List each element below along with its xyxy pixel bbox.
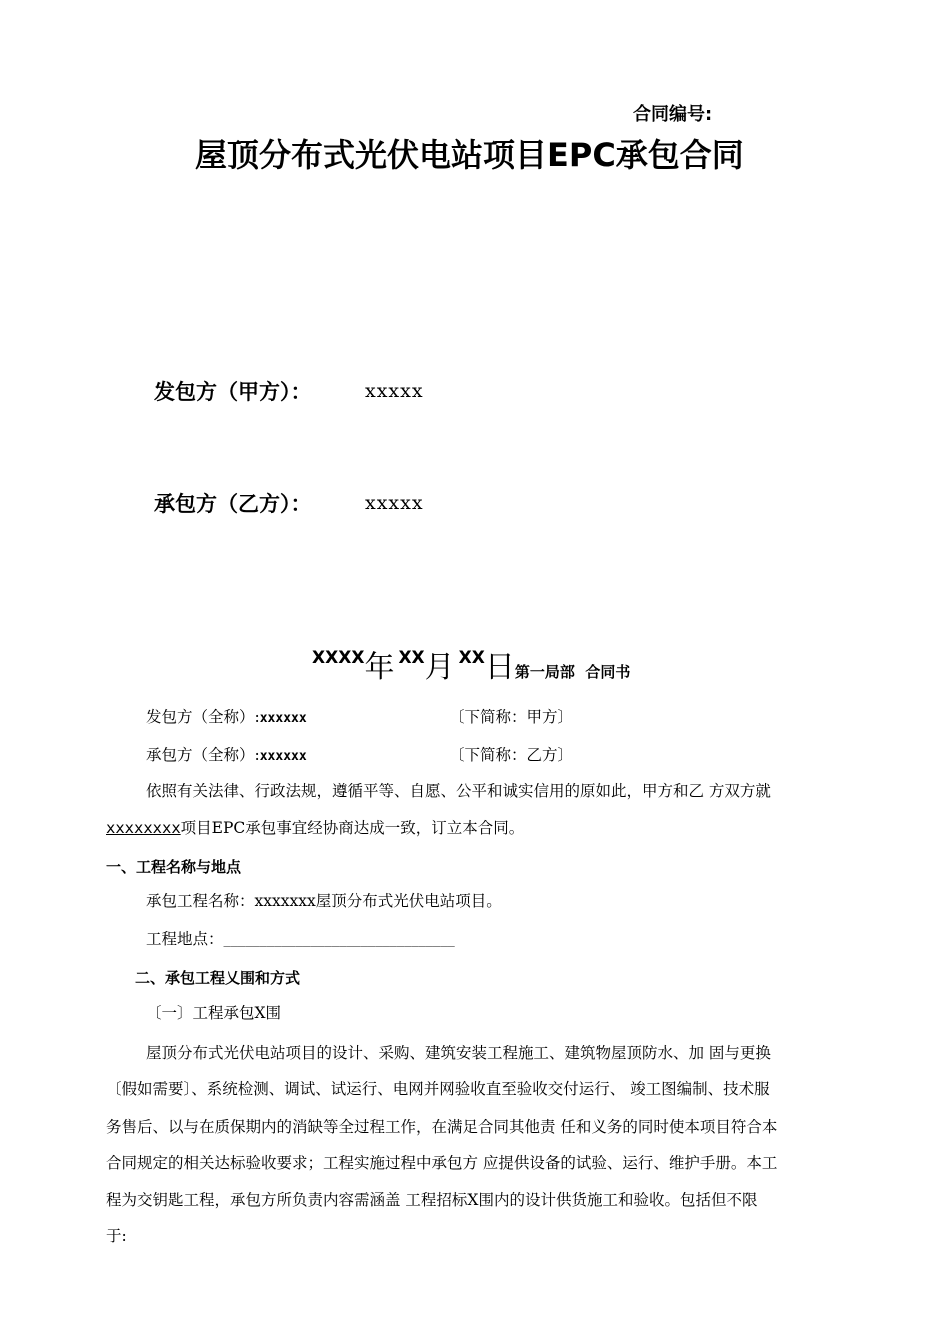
date-year-unit: 年	[364, 650, 395, 685]
part-title: 第一局部 合同书	[514, 663, 631, 681]
date-month-value: XX	[398, 648, 425, 668]
party-b-alias: 〔下简称：乙方〕	[449, 746, 574, 764]
cover-party-b-label: 承包方（乙方）：	[154, 492, 312, 516]
cover-party-b-value: xxxxx	[365, 492, 424, 514]
party-b-full-name	[146, 745, 307, 767]
intro-paragraph-line-1: 依照有关法律、行政法规，遵循平等、自愿、公平和诚实信用的原如此，甲方和乙 方双方就	[146, 782, 771, 800]
section-2-subheading: 〔一〕工程承包X围	[146, 1004, 282, 1022]
party-b-full-label: 承包方（全称）:	[146, 746, 260, 764]
scope-paragraph-line: 合同规定的相关达标验收要求；工程实施过程中承包方 应提供设备的试验、运行、维护手册。本工	[106, 1154, 778, 1172]
scope-paragraph-line: 于:	[106, 1227, 127, 1245]
document-title: 屋顶分布式光伏电站项目EPC承包合同	[195, 136, 744, 174]
date-year-value: XXXX	[312, 648, 365, 668]
project-site-blank: ________________________________	[223, 933, 455, 947]
date-day-value: XX	[458, 648, 485, 668]
party-a-full-label: 发包方（全称）:	[146, 708, 260, 726]
scope-paragraph-line: 屋顶分布式光伏电站项目的设计、采购、建筑安装工程施工、建筑物屋顶防水、加 固与更换	[146, 1044, 771, 1062]
project-site-line	[146, 929, 455, 950]
intro-paragraph-line-2	[106, 818, 524, 838]
date-day-unit: 日	[484, 650, 515, 685]
project-name-line: 承包工程名称：xxxxxxx屋顶分布式光伏电站项目。	[146, 892, 502, 910]
cover-party-a-value: xxxxx	[365, 380, 424, 402]
party-b-full-value: xxxxxx	[259, 749, 307, 764]
scope-paragraph-line: 程为交钥匙工程，承包方所负责内容需涵盖 工程招标X围内的设计供货施工和验收。包括但不限	[106, 1191, 758, 1209]
scope-paragraph-line: 务售后、以与在质保期内的消缺等全过程工作，在满足合同其他责 任和义务的同时使本项目符合本	[106, 1118, 778, 1136]
scope-paragraph-line: 〔假如需要〕、系统检测、调试、试运行、电网并网验收直至验收交付运行、 竣工图编制、技术服	[106, 1080, 770, 1098]
date-month-unit: 月	[424, 650, 455, 685]
project-name-placeholder: xxxxxxxx	[106, 819, 181, 837]
section-2-heading: 二、承包工程乂围和方式	[135, 969, 301, 987]
date-line	[312, 642, 630, 686]
party-a-full-name	[146, 707, 307, 729]
contract-number-label: 合同编号:	[633, 104, 713, 125]
section-1-heading: 一、工程名称与地点	[106, 858, 242, 876]
cover-party-a-label: 发包方（甲方）：	[154, 380, 312, 404]
party-a-alias: 〔下简称：甲方〕	[449, 708, 574, 726]
project-site-label: 工程地点：	[146, 930, 224, 948]
party-a-full-value: xxxxxx	[259, 711, 307, 726]
intro-line-2-text: 项目EPC承包事宜经协商达成一致，订立本合同。	[180, 819, 525, 837]
